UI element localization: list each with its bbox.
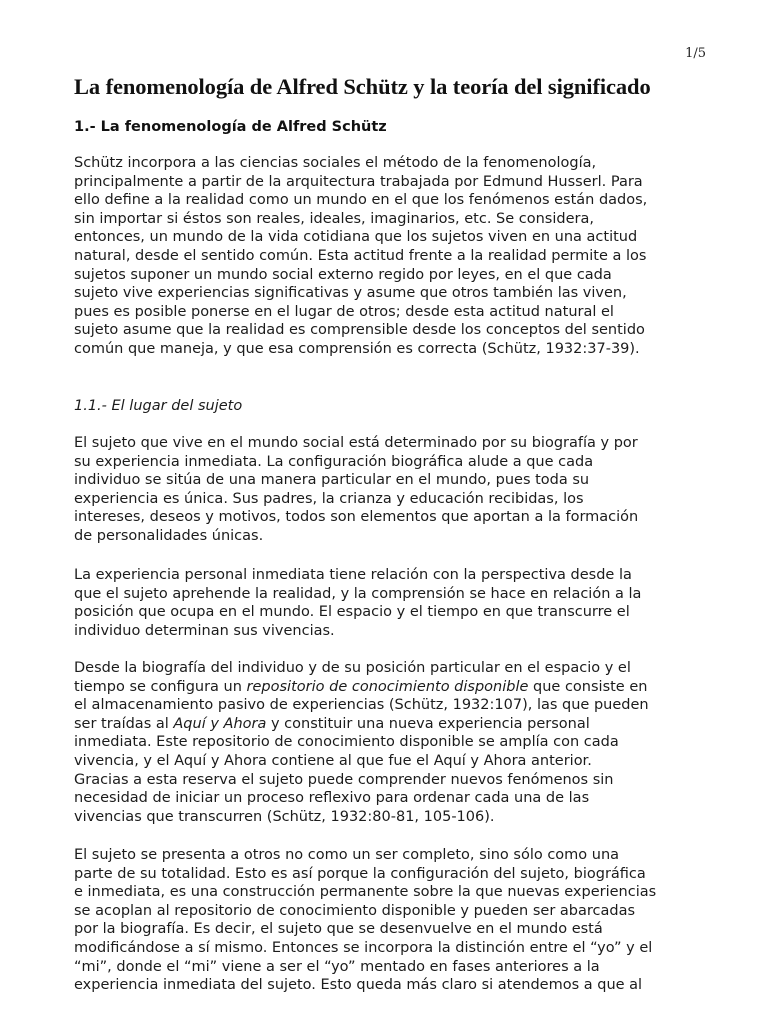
text-line: sujetos suponer un mundo social externo regido por leyes, en el que cada	[74, 266, 612, 283]
text-line: principalmente a partir de la arquitectura trabajada por Edmund Husserl. Para	[74, 173, 643, 190]
text-line: intereses, deseos y motivos, todos son elementos que aportan a la formación	[74, 509, 639, 526]
text-line: natural, desde el sentido común. Esta actitud frente a la realidad permite a los	[74, 247, 647, 264]
text-line: modificándose a sí mismo. Entonces se incorpora la distinción entre el “yo” y el	[74, 939, 653, 956]
text-line: inmediata. Este repositorio de conocimiento disponible se amplía con cada	[74, 734, 619, 751]
text-line: sujeto vive experiencias significativas y asume que otros también las viven,	[74, 285, 627, 302]
text-segment: y constituir una nueva experiencia personal	[266, 715, 590, 732]
page-number: 1/5	[685, 46, 706, 61]
text-line: sin importar si éstos son reales, ideales, imaginarios, etc. Se considera,	[74, 210, 594, 227]
text-line: que el sujeto aprehende la realidad, y la comprensión se hace en relación a la	[74, 585, 642, 602]
text-line: entonces, un mundo de la vida cotidiana que los sujetos viven en una actitud	[74, 229, 638, 246]
text-line: El sujeto se presenta a otros no como un ser completo, sino sólo como una	[74, 847, 620, 863]
text-line: “mi”, donde el “mi” viene a ser el “yo” mentado en fases anteriores a la	[74, 958, 600, 975]
text-line: La experiencia personal inmediata tiene relación con la perspectiva desde la	[74, 567, 632, 583]
text-segment: que consiste en	[528, 678, 648, 695]
text-line: ello define a la realidad como un mundo en el que los fenómenos están dados,	[74, 192, 648, 209]
text-line: Schütz incorpora a las ciencias sociales el método de la fenomenología,	[74, 155, 597, 171]
text-line: vivencia, y el Aquí y Ahora contiene al que fue el Aquí y Ahora anterior.	[74, 752, 592, 769]
text-line: sujeto asume que la realidad es comprensible desde los conceptos del sentido	[74, 322, 645, 339]
text-line: individuo se sitúa de una manera particular en el mundo, pues toda su	[74, 472, 590, 489]
paragraph-biography	[74, 434, 704, 546]
text-line: común que maneja, y que esa comprensión es correcta (Schütz, 1932:37-39).	[74, 340, 640, 357]
paragraph-repository	[74, 659, 704, 826]
text-line: necesidad de iniciar un proceso reflexivo para ordenar cada una de las	[74, 790, 590, 807]
text-line: experiencia inmediata del sujeto. Esto queda más claro si atendemos a que al	[74, 977, 643, 994]
italic-term: repositorio de conocimiento disponible	[246, 678, 529, 695]
text-line: de personalidades únicas.	[74, 527, 264, 544]
text-line: El sujeto que vive en el mundo social está determinado por su biografía y por	[74, 435, 638, 451]
text-line: vivencias que transcurren (Schütz, 1932:80-81, 105-106).	[74, 808, 495, 825]
text-line: Desde la biografía del individuo y de su posición particular en el espacio y el	[74, 660, 631, 676]
text-line: por la biografía. Es decir, el sujeto que se desenvuelve en el mundo está	[74, 921, 603, 938]
paragraph-self	[74, 846, 704, 995]
subsection-heading: 1.1.- El lugar del sujeto	[74, 398, 243, 414]
text-line: pues es posible ponerse en el lugar de otros; desde esta actitud natural el	[74, 303, 614, 320]
text-segment: tiempo se configura un	[74, 678, 247, 695]
text-segment: ser traídas al	[74, 715, 174, 732]
text-line: su experiencia inmediata. La configuración biográfica alude a que cada	[74, 453, 594, 470]
document-title: La fenomenología de Alfred Schütz y la teoría del significado	[74, 74, 651, 99]
text-line: Gracias a esta reserva el sujeto puede comprender nuevos fenómenos sin	[74, 771, 614, 788]
section-heading: 1.- La fenomenología de Alfred Schütz	[74, 119, 387, 135]
text-line	[74, 715, 704, 734]
text-line: el almacenamiento pasivo de experiencias (Schütz, 1932:107), las que pueden	[74, 697, 649, 714]
text-line: posición que ocupa en el mundo. El espacio y el tiempo en que transcurre el	[74, 604, 630, 621]
paragraph-experience	[74, 566, 704, 640]
paragraph-intro	[74, 154, 704, 359]
text-line	[74, 678, 704, 697]
text-line: e inmediata, es una construcción permanente sobre la que nuevas experiencias	[74, 884, 657, 901]
text-line: experiencia es única. Sus padres, la crianza y educación recibidas, los	[74, 490, 584, 507]
italic-term: Aquí y Ahora	[173, 715, 267, 732]
text-line: se acoplan al repositorio de conocimiento disponible y pueden ser abarcadas	[74, 902, 636, 919]
text-line: individuo determinan sus vivencias.	[74, 622, 335, 639]
text-line: parte de su totalidad. Esto es así porque la configuración del sujeto, biográfica	[74, 865, 646, 882]
